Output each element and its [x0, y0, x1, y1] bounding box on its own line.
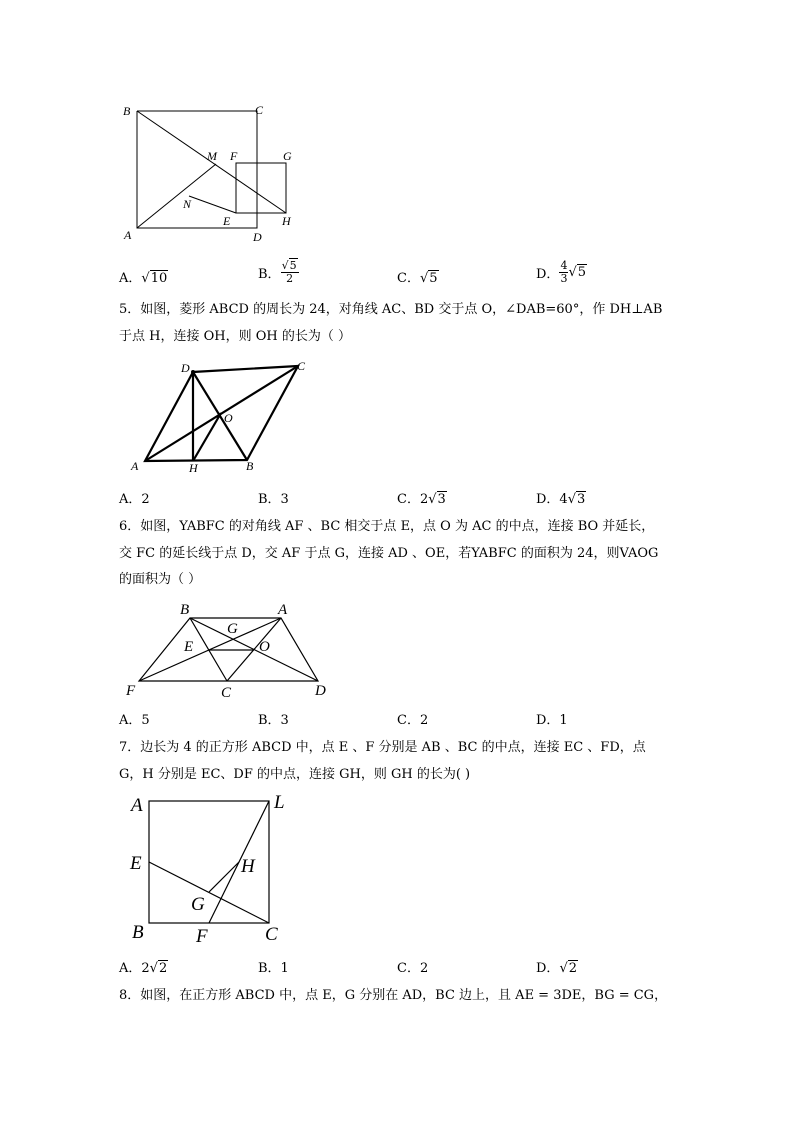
q5-label-a: A [131, 459, 139, 473]
q7-label-h: H [241, 856, 255, 877]
q4-label-b: B [123, 104, 131, 118]
q7-label-a: A [131, 795, 143, 816]
q6-text-line1: 6．如图，YABFC 的对角线 AF 、BC 相交于点 E，点 O 为 AC 的中点，连接 BO 并延长， [119, 519, 655, 534]
q7-label-c: C [265, 924, 278, 945]
q6-option-a[interactable]: A．5 [119, 713, 150, 728]
q6-label-o: O [259, 639, 270, 655]
q6-option-d[interactable]: D．1 [536, 713, 568, 728]
q4-label-h: H [282, 214, 291, 228]
q6-label-c: C [221, 685, 232, 701]
q7-option-a[interactable]: A．2√2 [119, 961, 168, 976]
q5-figure [125, 358, 325, 478]
q5-text-line2: 于点 H，连接 OH，则 OH 的长为（ ） [119, 329, 351, 344]
q5-label-o: O [224, 411, 233, 425]
q8-text-line1: 8．如图，在正方形 ABCD 中，点 E，G 分别在 AD，BC 边上，且 AE = 3DE，BG = CG， [119, 988, 668, 1003]
q6-label-d: D [315, 683, 326, 699]
q7-label-b: B [132, 922, 144, 943]
q4-option-d[interactable]: D． $\frac{4}{3}$ √5 [536, 259, 587, 285]
q7-option-c[interactable]: C．2 [397, 961, 429, 976]
q7-label-f: F [196, 926, 208, 947]
q7-option-b[interactable]: B．1 [258, 961, 289, 976]
q6-option-c[interactable]: C．2 [397, 713, 429, 728]
q6-text-line3: 的面积为（ ） [119, 572, 202, 587]
q5-text-line1: 5．如图，菱形 ABCD 的周长为 24，对角线 AC、BD 交于点 O，∠DAB=60°，作 DH⊥AB [119, 302, 663, 317]
q7-label-l: L [274, 792, 285, 813]
q6-option-b[interactable]: B．3 [258, 713, 289, 728]
q7-option-d[interactable]: D．√2 [536, 961, 578, 976]
q7-text-line1: 7．边长为 4 的正方形 ABCD 中，点 E 、F 分别是 AB 、BC 的中点，连接 EC 、FD，点 [119, 740, 646, 755]
q4-label-n: N [183, 197, 192, 211]
q5-option-d[interactable]: D．4√3 [536, 492, 586, 507]
q4-figure [120, 98, 310, 248]
q5-label-c: C [297, 359, 306, 373]
q5-label-h: H [189, 461, 198, 475]
q4-label-c: C [255, 103, 264, 117]
q6-label-e: E [184, 639, 194, 655]
q4-label-g: G [283, 149, 292, 163]
q4-label-e: E [223, 214, 231, 228]
q5-label-d: D [181, 361, 190, 375]
q4-label-d: D [253, 230, 262, 244]
q5-option-a[interactable]: A．2 [119, 492, 150, 507]
q4-option-b[interactable]: B． $\frac{√5}{2}$ [258, 259, 297, 285]
q6-figure [122, 598, 337, 703]
q6-text-line2: 交 FC 的延长线于点 D，交 AF 于点 G，连接 AD 、OE，若YABFC 的面积为 24，则VAOG [119, 546, 659, 561]
q7-label-g: G [191, 894, 205, 915]
q4-label-a: A [124, 228, 132, 242]
q5-label-b: B [246, 459, 254, 473]
q6-label-g: G [227, 621, 238, 637]
q6-label-a: A [278, 602, 288, 618]
q7-text-line2: G，H 分别是 EC、DF 的中点，连接 GH，则 GH 的长为( ) [119, 767, 471, 782]
q6-label-b: B [180, 602, 190, 618]
q4-option-c[interactable]: C．√5 [397, 271, 438, 286]
q5-option-c[interactable]: C．2√3 [397, 492, 446, 507]
q5-option-b[interactable]: B．3 [258, 492, 289, 507]
q4-option-a[interactable]: A．√10 [119, 271, 168, 286]
q6-label-f: F [126, 683, 136, 699]
q4-label-f: F [230, 149, 238, 163]
q7-figure [128, 793, 298, 948]
q4-label-m: M [207, 149, 217, 163]
q7-label-e: E [130, 853, 142, 874]
